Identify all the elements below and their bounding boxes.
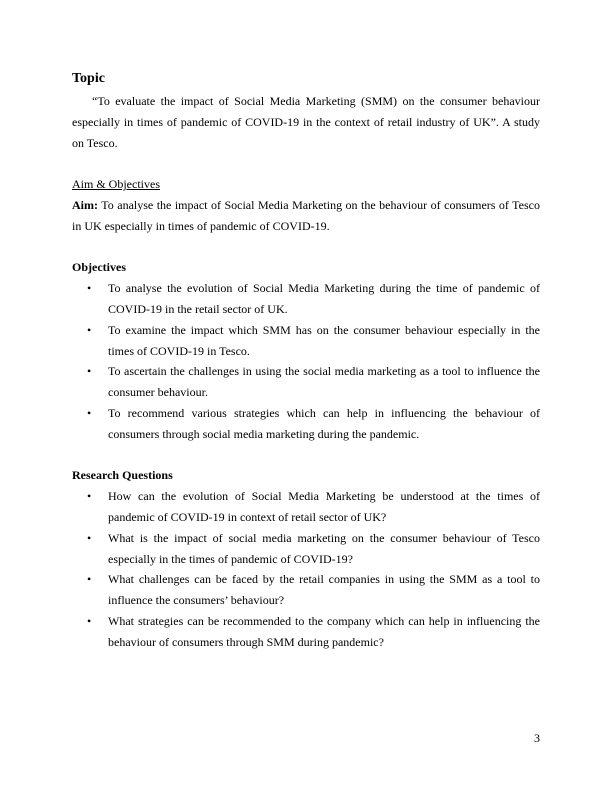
objective-text: To ascertain the challenges in using the social media marketing as a tool to influence the consumer behaviour.: [108, 364, 540, 400]
list-item: [72, 486, 540, 528]
bullet-icon: •: [87, 489, 92, 504]
document-page: [72, 70, 540, 653]
topic-heading: Topic: [72, 71, 105, 86]
aim-label: Aim:: [72, 197, 98, 212]
bullet-icon: •: [87, 405, 92, 420]
spacer: [72, 153, 540, 174]
list-item: [72, 611, 540, 653]
aim-objectives-heading: Aim & Objectives: [72, 177, 160, 192]
question-text: What strategies can be recommended to the company which can help in influencing the behaviour of consumers through SMM during pandemic?: [108, 613, 540, 649]
spacer: [72, 445, 540, 466]
list-item: [72, 361, 540, 403]
list-item: [72, 278, 540, 320]
bullet-icon: •: [87, 572, 92, 587]
bullet-icon: •: [87, 281, 92, 296]
spacer: [72, 237, 540, 258]
bullet-icon: •: [87, 322, 92, 337]
bullet-icon: •: [87, 613, 92, 628]
bullet-icon: •: [87, 530, 92, 545]
question-text: What is the impact of social media marketing on the consumer behaviour of Tesco especially in the times of pandemic of COVID-19?: [108, 530, 540, 566]
question-text: What challenges can be faced by the retail companies in using the SMM as a tool to influence the consumers’ behaviour?: [108, 572, 540, 608]
objectives-heading: Objectives: [72, 260, 126, 275]
list-item: [72, 528, 540, 570]
aim-paragraph: [72, 195, 540, 237]
question-text: How can the evolution of Social Media Marketing be understood at the times of pandemic of COVID-19 in context of retail sector of UK?: [108, 489, 540, 524]
bullet-icon: •: [87, 364, 92, 379]
research-questions-list: [72, 486, 540, 652]
research-questions-heading: Research Questions: [72, 468, 173, 483]
aim-text: To analyse the impact of Social Media Marketing on the behaviour of consumers of Tesco in UK especially in times of pandemic of COVID-19.: [72, 197, 540, 233]
objectives-list: [72, 278, 540, 444]
page-number: 3: [534, 731, 540, 745]
list-item: [72, 569, 540, 611]
objective-text: To analyse the evolution of Social Media Marketing during the time of pandemic of COVID-19 in the retail sector of UK.: [108, 281, 540, 316]
list-item: [72, 320, 540, 362]
topic-text: “To evaluate the impact of Social Media Marketing (SMM) on the consumer behaviour especially in times of pandemic of COVID-19 in the context of retail industry of UK”. A study on Tesco.: [72, 94, 540, 150]
list-item: [72, 403, 540, 445]
objective-text: To examine the impact which SMM has on the consumer behaviour especially in the times of COVID-19 in Tesco.: [108, 322, 540, 358]
objective-text: To recommend various strategies which can help in influencing the behaviour of consumers through social media marketing during the pandemic.: [108, 405, 540, 441]
